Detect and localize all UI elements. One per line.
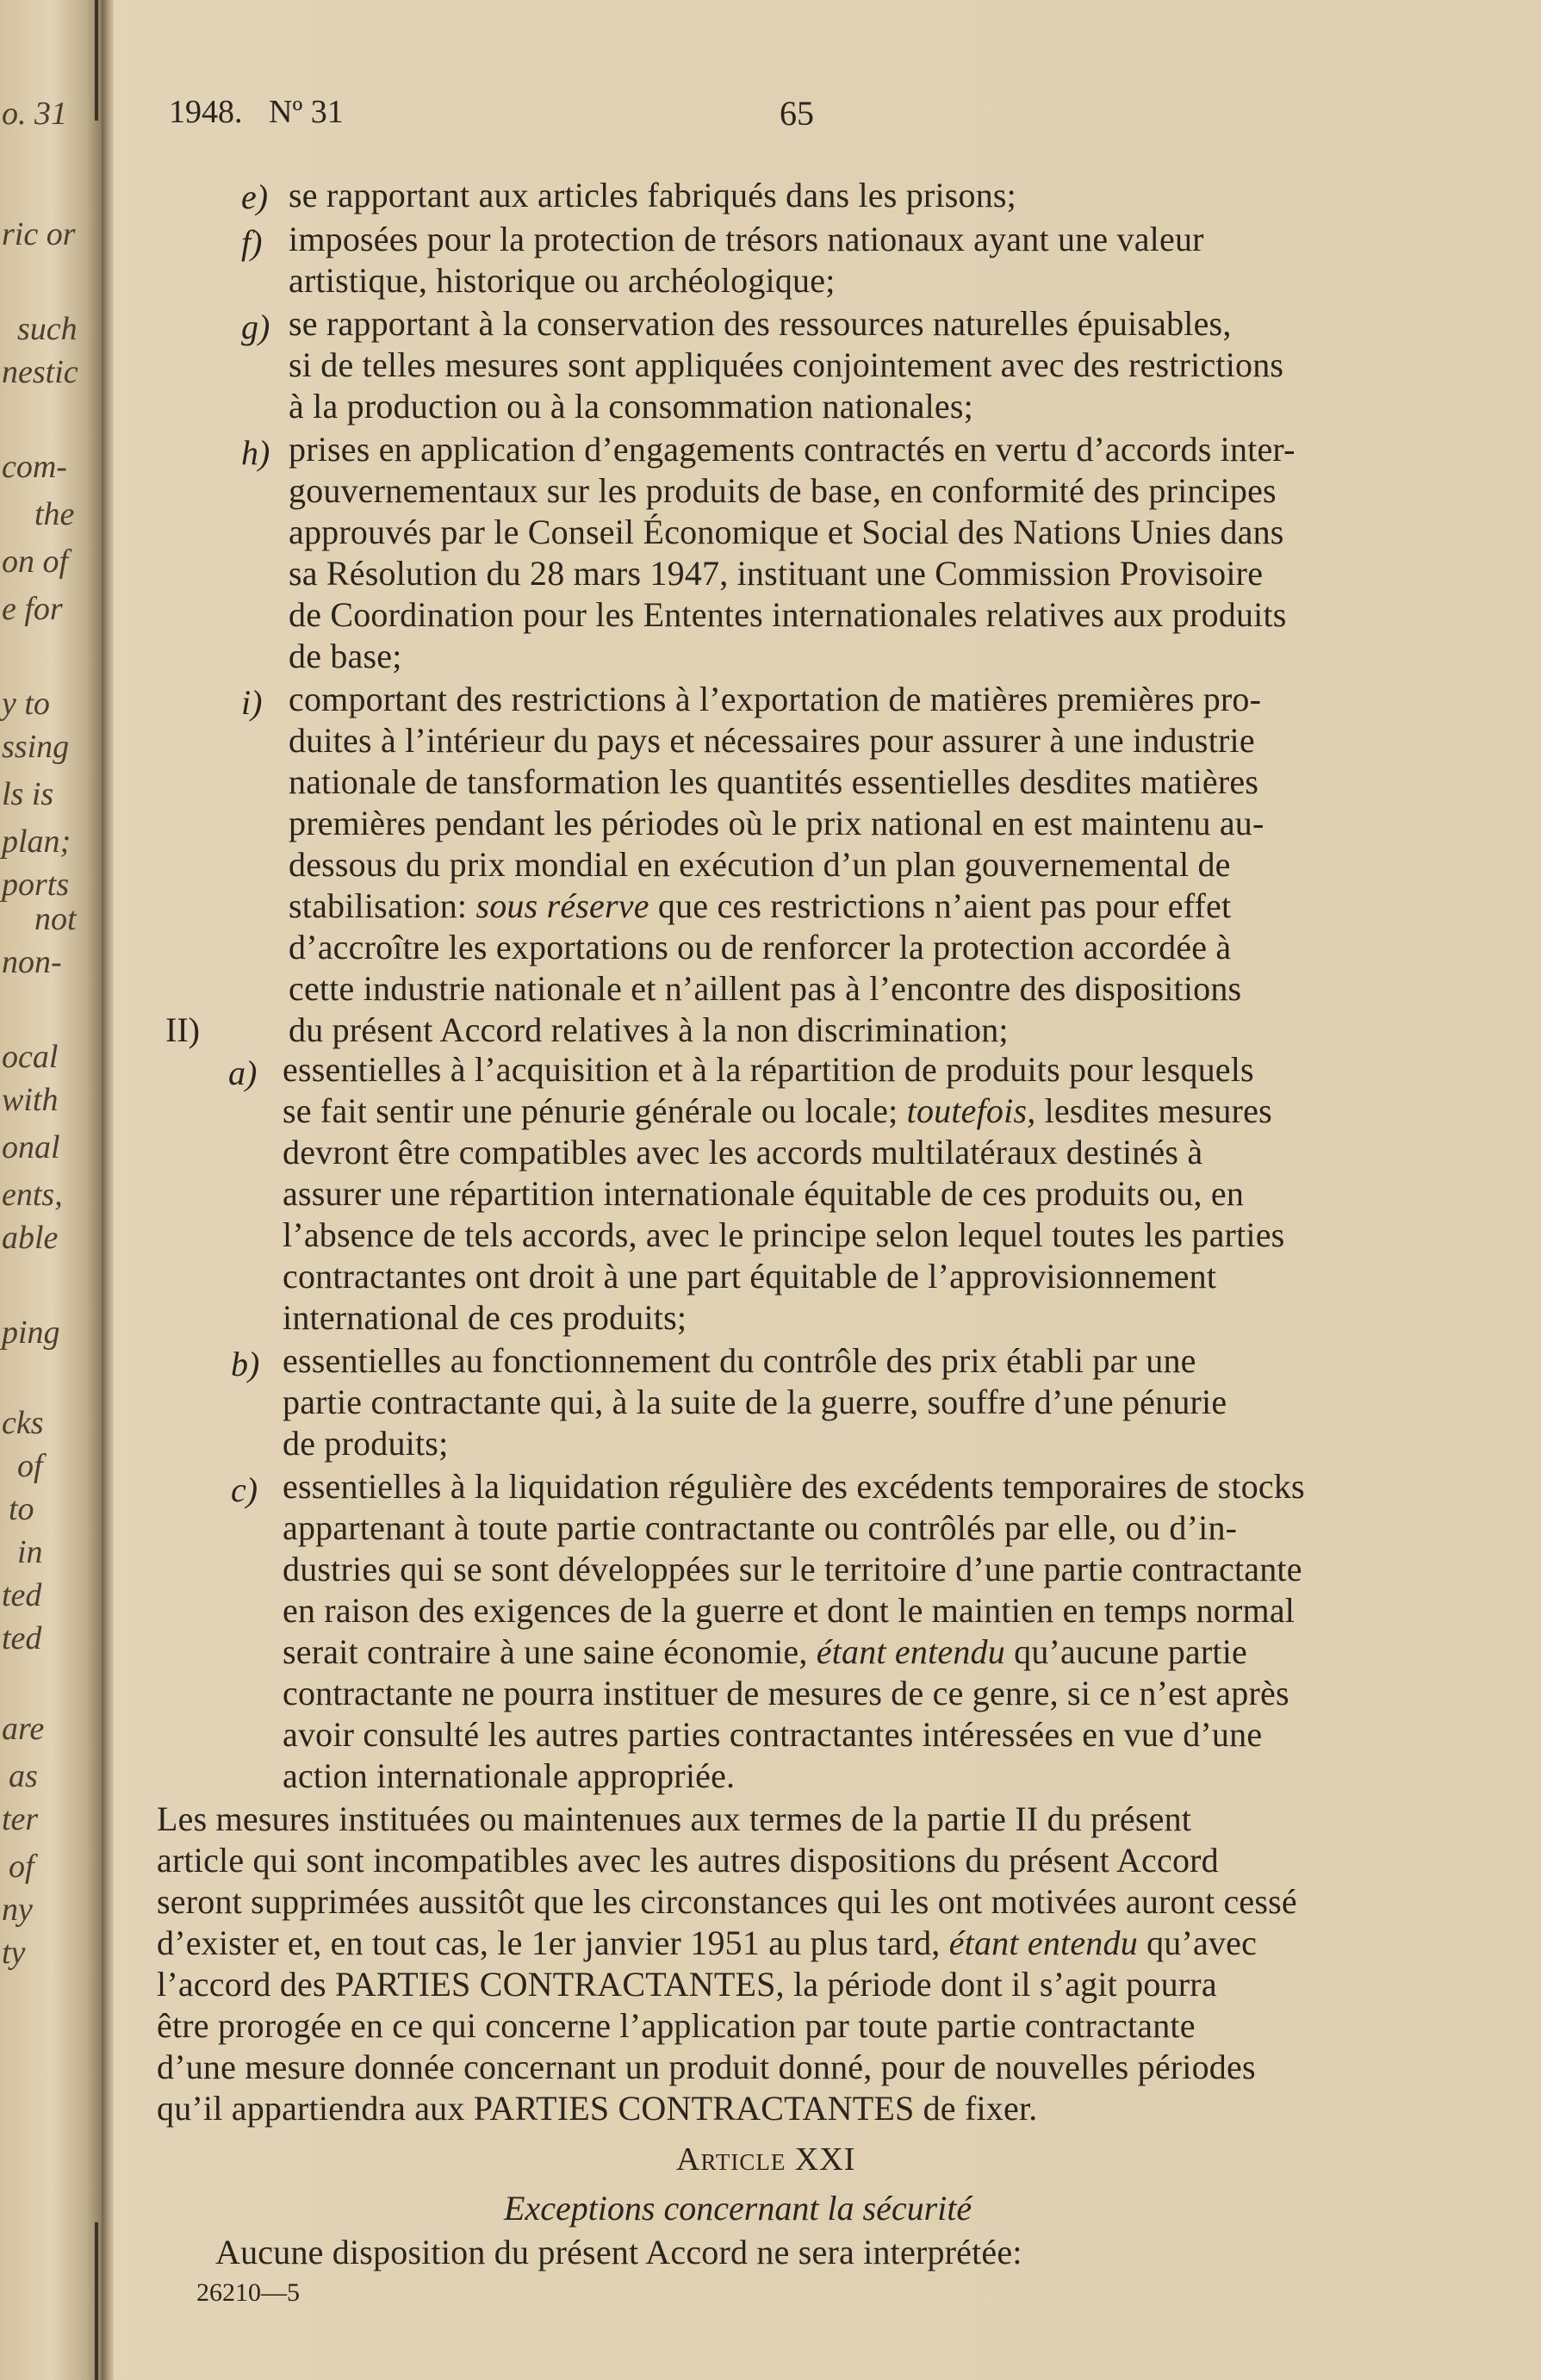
facing-text: are [2,1711,45,1747]
facing-text: ty [2,1935,26,1971]
text-line: à la production ou à la consommation nationales; [289,387,973,426]
item-marker-a: a) [228,1053,258,1092]
text-line [283,1091,1272,1130]
facing-text: ocal [2,1039,59,1075]
facing-text: plan; [2,823,71,860]
facing-text: non- [2,944,62,980]
item-marker-f: f) [241,223,263,262]
facing-text: ls is [2,776,54,812]
text-line: si de telles mesures sont appliquées conjointement avec des restrictions [289,345,1284,384]
text-line: être prorogée en ce qui concerne l’application par toute partie contractante [157,2006,1196,2045]
text-line: contractantes ont droit à une part équitable de l’approvisionnement [283,1257,1217,1296]
facing-text: with [2,1082,59,1118]
text-line: duites à l’intérieur du pays et nécessaires pour assurer à une industrie [289,721,1255,760]
text-line: de base; [289,637,402,675]
text-line: sa Résolution du 28 mars 1947, instituant une Commission Provisoire [289,554,1264,593]
text-line: premières pendant les périodes où le prix national en est maintenu au- [289,804,1264,842]
text-line: de produits; [283,1424,449,1463]
article-title: Article XXI [676,2141,856,2178]
item-marker-c: c) [231,1470,258,1509]
text-line: avoir consulté les autres parties contractantes intéressées en vue d’une [283,1715,1263,1754]
text-line: action internationale appropriée. [283,1756,736,1795]
text-line: se rapportant à la conservation des ressources naturelles épuisables, [289,304,1232,343]
facing-text: ping [2,1314,60,1351]
facing-text: of [17,1448,43,1484]
text-line: devront être compatibles avec les accords multilatéraux destinés à [283,1133,1203,1171]
text-line: du présent Accord relatives à la non discrimination; [289,1010,1009,1049]
text-line: imposées pour la protection de trésors nationaux ayant une valeur [289,220,1204,258]
facing-text: e for [2,591,63,627]
item-marker-g: g) [241,308,270,346]
facing-text: the [34,496,75,532]
text-line: nationale de tansformation les quantités essentielles desdites matières [289,762,1259,801]
page-number: 65 [780,94,814,133]
text-line: assurer une répartition internationale équitable de ces produits ou, en [283,1174,1245,1213]
facing-text: com- [2,449,67,485]
text-line: l’accord des PARTIES CONTRACTANTES, la période dont il s’agit pourra [157,1965,1217,2004]
facing-text: to [9,1491,34,1527]
emphasis-text: toutefois, [906,1091,1036,1130]
facing-text: on of [2,544,69,580]
text-run: qu’avec [1137,1923,1258,1962]
text-run: que ces restrictions n’aient pas pour effet [649,886,1232,925]
text-line: dessous du prix mondial en exécution d’un plan gouvernemental de [289,845,1231,884]
text-line: comportant des restrictions à l’exportation de matières premières pro- [289,680,1262,718]
text-line: partie contractante qui, à la suite de la guerre, souffre d’une pénurie [283,1383,1227,1421]
text-line: en raison des exigences de la guerre et dont le maintien en temps normal [283,1591,1296,1630]
facing-text: able [2,1220,59,1256]
facing-text: as [9,1758,38,1794]
text-line: international de ces produits; [283,1298,687,1337]
text-line: Les mesures instituées ou maintenues aux termes de la partie II du présent [157,1799,1192,1838]
text-run: stabilisation: [289,886,476,925]
header-year: 1948. [169,94,243,130]
facing-page-strip [0,0,102,2380]
facing-text: ric or [2,216,76,252]
emphasis-text: étant entendu [816,1632,1005,1671]
facing-text: nestic [2,354,78,390]
text-line: cette industrie nationale et n’aillent pas à l’encontre des dispositions [289,969,1242,1008]
text-line: l’absence de tels accords, avec le principe selon lequel toutes les parties [283,1215,1285,1254]
facing-text: ted [2,1620,42,1656]
text-line: essentielles au fonctionnement du contrôle des prix établi par une [283,1341,1196,1380]
text-run: d’exister et, en tout cas, le 1er janvier 1951 au plus tard, [157,1923,949,1962]
item-marker-i: i) [241,683,263,722]
text-line: Aucune disposition du présent Accord ne sera interprétée: [215,2233,1022,2271]
text-line: d’accroître les exportations ou de renforcer la protection accordée à [289,928,1232,966]
text-line: contractante ne pourra instituer de mesures de ce genre, si ce n’est après [283,1674,1289,1712]
facing-text: ports [2,867,70,903]
facing-text: in [17,1534,43,1570]
facing-text: ted [2,1577,42,1613]
item-marker-h: h) [241,433,270,472]
facing-text: ents, [2,1177,63,1213]
text-line: artistique, historique ou archéologique; [289,261,836,300]
article-subtitle: Exceptions concernant la sécurité [504,2189,972,2228]
section-marker-ii: II) [165,1010,200,1049]
text-line: gouvernementaux sur les produits de base, en conformité des principes [289,471,1277,510]
page-edge-shadow [95,2222,98,2380]
text-line: approuvés par le Conseil Économique et Social des Nations Unies dans [289,513,1284,551]
item-marker-b: b) [231,1345,260,1383]
facing-text: of [9,1849,34,1885]
text-line: essentielles à la liquidation régulière des excédents temporaires de stocks [283,1467,1305,1506]
text-line: de Coordination pour les Ententes internationales relatives aux produits [289,595,1287,634]
text-run: lesdites mesures [1035,1091,1272,1130]
binding-fold [102,0,114,2380]
text-run: qu’aucune partie [1004,1632,1247,1671]
text-line [157,1923,1258,1962]
text-line: d’une mesure donnée concernant un produit donné, pour de nouvelles périodes [157,2048,1256,2086]
text-run: se fait sentir une pénurie générale ou locale; [283,1091,907,1130]
text-line: dustries qui se sont développées sur le territoire d’une partie contractante [283,1550,1302,1588]
text-line: qu’il appartiendra aux PARTIES CONTRACTANTES de fixer. [157,2089,1038,2128]
print-code: 26210—5 [196,2278,300,2307]
item-marker-e: e) [241,177,269,216]
header-number: Nº 31 [269,94,344,130]
emphasis-text: étant entendu [948,1923,1138,1962]
text-line: appartenant à toute partie contractante ou contrôlés par elle, ou d’in- [283,1508,1238,1547]
page-edge-shadow [95,0,98,121]
text-line: prises en application d’engagements contractés en vertu d’accords inter- [289,430,1296,469]
text-line: seront supprimées aussitôt que les circonstances qui les ont motivées auront cessé [157,1882,1297,1921]
text-line: article qui sont incompatibles avec les autres dispositions du présent Accord [157,1841,1219,1880]
facing-text: cks [2,1405,44,1441]
text-line: se rapportant aux articles fabriqués dans les prisons; [289,176,1016,214]
text-line [283,1632,1247,1671]
text-line [289,886,1232,925]
facing-text: y to [2,686,50,722]
text-run: serait contraire à une saine économie, [283,1632,817,1671]
emphasis-text: sous réserve [475,886,649,925]
text-line: essentielles à l’acquisition et à la répartition de produits pour lesquels [283,1050,1254,1089]
facing-text: ny [2,1892,33,1928]
facing-text: ter [2,1801,39,1837]
facing-text: onal [2,1129,60,1165]
facing-text: not [34,901,77,937]
facing-text: such [17,311,78,347]
facing-text: ssing [2,729,70,765]
facing-text: o. 31 [2,96,67,132]
